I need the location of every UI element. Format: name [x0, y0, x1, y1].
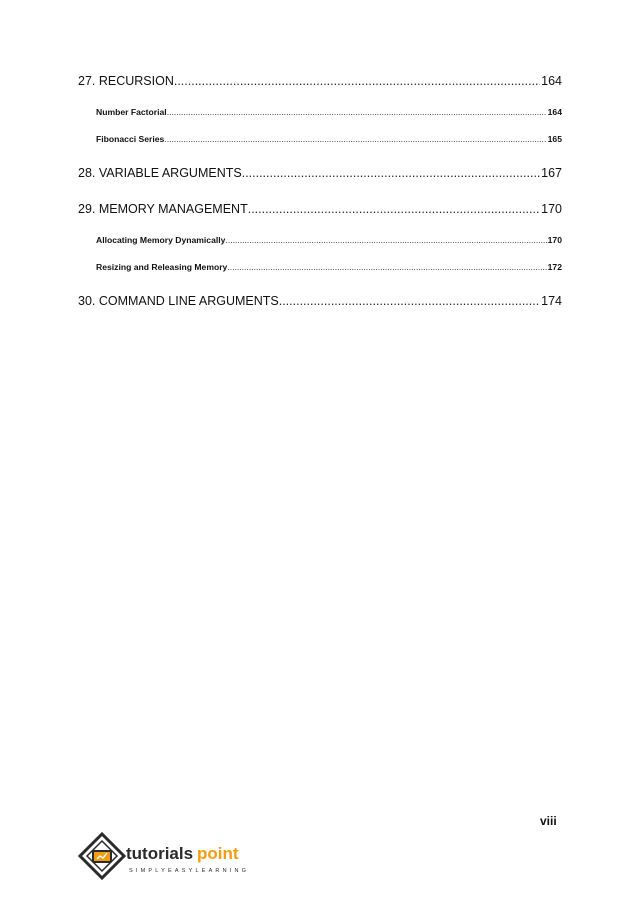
toc-leader-dots: [225, 235, 546, 245]
toc-section-resizing-memory[interactable]: [78, 262, 562, 274]
toc-entry-label: Number Factorial: [96, 107, 167, 117]
toc-entry-label: 27. RECURSION: [78, 74, 174, 88]
logo-graphic: [78, 832, 278, 884]
toc-entry-label: Resizing and Releasing Memory: [96, 262, 228, 272]
toc-chapter-27[interactable]: [78, 74, 562, 90]
page-number: viii: [540, 814, 557, 828]
toc-entry-page: 174: [541, 294, 562, 308]
logo-text-tutorials: tutorials: [126, 844, 194, 863]
toc-leader-dots: [174, 74, 540, 88]
logo-tagline: SIMPLYEASYLEARNING: [129, 868, 250, 874]
toc-chapter-28[interactable]: [78, 166, 562, 182]
toc-entry-label: 30. COMMAND LINE ARGUMENTS: [78, 294, 279, 308]
toc-section-fibonacci-series[interactable]: [78, 134, 562, 146]
toc-entry-page: 170: [547, 235, 562, 245]
toc-entry-page: 167: [541, 166, 562, 180]
toc-chapter-29[interactable]: [78, 202, 562, 218]
toc-entry-page: 164: [541, 74, 562, 88]
toc-leader-dots: [279, 294, 540, 308]
logo-text-point: point: [197, 844, 239, 863]
logo-diamond-icon: [80, 834, 124, 878]
table-of-contents: [78, 74, 562, 310]
toc-entry-page: 172: [547, 262, 562, 272]
toc-section-allocating-memory[interactable]: [78, 235, 562, 247]
toc-entry-label: 28. VARIABLE ARGUMENTS: [78, 166, 242, 180]
toc-leader-dots: [227, 262, 546, 272]
toc-entry-page: 164: [547, 107, 562, 117]
toc-section-number-factorial[interactable]: [78, 107, 562, 119]
toc-entry-page: 170: [541, 202, 562, 216]
toc-entry-label: 29. MEMORY MANAGEMENT: [78, 202, 248, 216]
tutorialspoint-logo: [78, 832, 278, 884]
toc-entry-label: Fibonacci Series: [96, 134, 165, 144]
toc-leader-dots: [167, 107, 547, 117]
toc-chapter-30[interactable]: [78, 294, 562, 310]
toc-leader-dots: [248, 202, 540, 216]
toc-leader-dots: [242, 166, 540, 180]
toc-entry-label: Allocating Memory Dynamically: [96, 235, 226, 245]
toc-leader-dots: [164, 134, 546, 144]
toc-entry-page: 165: [547, 134, 562, 144]
